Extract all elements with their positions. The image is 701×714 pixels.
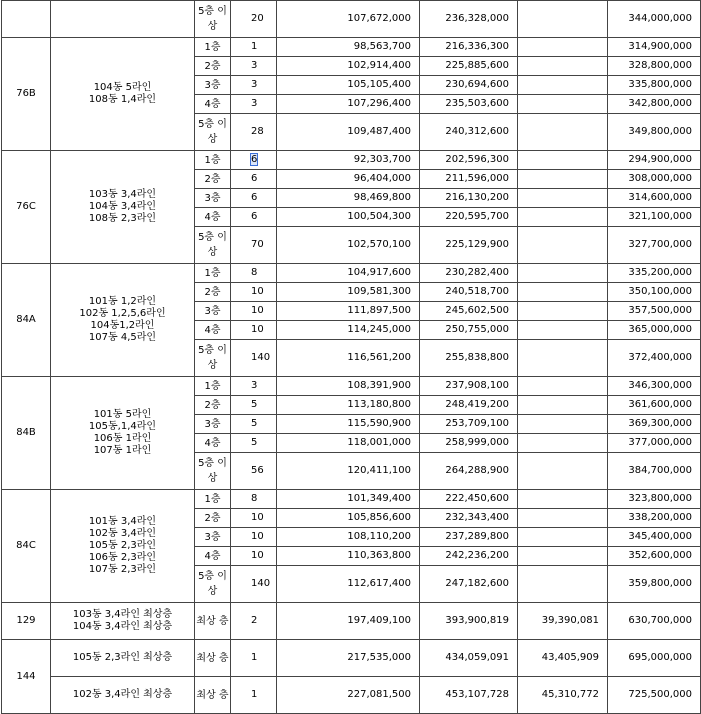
building-line-text: 101동 1,2라인 xyxy=(88,296,157,307)
building-price-cell: 240,518,700 xyxy=(420,283,518,302)
unit-count-cell: 6 xyxy=(231,170,277,189)
unit-type-cell xyxy=(2,1,51,38)
total-price-cell: 323,800,000 xyxy=(608,490,701,509)
land-price-cell: 102,570,100 xyxy=(277,227,420,264)
vat-cell xyxy=(518,189,608,208)
total-price-cell: 630,700,000 xyxy=(608,603,701,640)
vat-cell xyxy=(518,38,608,57)
floor-cell: 최상 층 xyxy=(195,677,231,714)
land-price-cell: 227,081,500 xyxy=(277,677,420,714)
building-price-cell: 240,312,600 xyxy=(420,114,518,151)
floor-cell: 1층 xyxy=(195,377,231,396)
total-price-cell: 342,800,000 xyxy=(608,95,701,114)
land-price-cell: 98,469,800 xyxy=(277,189,420,208)
building-lines-cell xyxy=(51,377,195,490)
floor-cell: 최상 층 xyxy=(195,603,231,640)
land-price-cell: 98,563,700 xyxy=(277,38,420,57)
building-line-text: 101동 3,4라인 xyxy=(88,516,157,527)
land-price-cell: 109,487,400 xyxy=(277,114,420,151)
unit-count-cell: 3 xyxy=(231,76,277,95)
vat-cell xyxy=(518,227,608,264)
total-price-cell: 352,600,000 xyxy=(608,547,701,566)
land-price-cell: 108,110,200 xyxy=(277,528,420,547)
floor-cell: 2층 xyxy=(195,57,231,76)
floor-cell: 5층 이상 xyxy=(195,340,231,377)
building-price-cell: 202,596,300 xyxy=(420,151,518,170)
total-price-cell: 328,800,000 xyxy=(608,57,701,76)
building-lines-cell xyxy=(51,677,195,714)
floor-cell: 4층 xyxy=(195,547,231,566)
building-price-cell: 255,838,800 xyxy=(420,340,518,377)
total-price-cell: 372,400,000 xyxy=(608,340,701,377)
total-price-cell: 384,700,000 xyxy=(608,453,701,490)
land-price-cell: 114,245,000 xyxy=(277,321,420,340)
unit-count-cell: 5 xyxy=(231,415,277,434)
vat-cell xyxy=(518,302,608,321)
building-line-text: 107동 1라인 xyxy=(93,445,152,456)
floor-cell: 5층 이상 xyxy=(195,114,231,151)
total-price-cell: 365,000,000 xyxy=(608,321,701,340)
building-line-text: 101동 5라인 xyxy=(93,409,152,420)
vat-cell xyxy=(518,151,608,170)
unit-count-cell: 140 xyxy=(231,566,277,603)
price-table xyxy=(1,0,701,714)
floor-cell: 5층 이상 xyxy=(195,453,231,490)
land-price-cell: 112,617,400 xyxy=(277,566,420,603)
floor-cell: 최상 층 xyxy=(195,640,231,677)
unit-count-cell: 6 xyxy=(231,189,277,208)
land-price-cell: 104,917,600 xyxy=(277,264,420,283)
floor-cell: 4층 xyxy=(195,321,231,340)
building-lines-cell xyxy=(51,603,195,640)
total-price-cell: 346,300,000 xyxy=(608,377,701,396)
land-price-cell: 118,001,000 xyxy=(277,434,420,453)
unit-type-cell: 129 xyxy=(2,603,51,640)
vat-cell xyxy=(518,434,608,453)
building-lines-cell xyxy=(51,490,195,603)
table-row xyxy=(2,603,701,640)
vat-cell xyxy=(518,453,608,490)
building-line-text: 105동 2,3라인 최상층 xyxy=(72,652,173,663)
total-price-cell: 349,800,000 xyxy=(608,114,701,151)
total-price-cell: 344,000,000 xyxy=(608,1,701,38)
table-row xyxy=(2,640,701,677)
table-row xyxy=(2,1,701,38)
land-price-cell: 105,856,600 xyxy=(277,509,420,528)
building-price-cell: 242,236,200 xyxy=(420,547,518,566)
floor-cell: 5층 이상 xyxy=(195,1,231,38)
total-price-cell: 359,800,000 xyxy=(608,566,701,603)
land-price-cell: 116,561,200 xyxy=(277,340,420,377)
unit-type-cell: 84B xyxy=(2,377,51,490)
land-price-cell: 109,581,300 xyxy=(277,283,420,302)
unit-count-cell: 1 xyxy=(231,640,277,677)
floor-cell: 4층 xyxy=(195,434,231,453)
vat-cell: 39,390,081 xyxy=(518,603,608,640)
building-line-text: 105동 2,3라인 xyxy=(88,540,157,551)
building-lines-cell xyxy=(51,1,195,38)
vat-cell xyxy=(518,321,608,340)
total-price-cell: 695,000,000 xyxy=(608,640,701,677)
total-price-cell: 335,800,000 xyxy=(608,76,701,95)
vat-cell xyxy=(518,566,608,603)
floor-cell: 2층 xyxy=(195,396,231,415)
total-price-cell: 345,400,000 xyxy=(608,528,701,547)
total-price-cell: 321,100,000 xyxy=(608,208,701,227)
land-price-cell: 105,105,400 xyxy=(277,76,420,95)
unit-count-cell: 10 xyxy=(231,302,277,321)
total-price-cell: 338,200,000 xyxy=(608,509,701,528)
floor-cell: 5층 이상 xyxy=(195,227,231,264)
building-line-text: 105동,1,4라인 xyxy=(88,421,157,432)
unit-count-cell: 2 xyxy=(231,603,277,640)
floor-cell: 3층 xyxy=(195,189,231,208)
building-line-text: 103동 3,4라인 xyxy=(88,189,157,200)
building-price-cell: 264,288,900 xyxy=(420,453,518,490)
land-price-cell: 113,180,800 xyxy=(277,396,420,415)
table-row xyxy=(2,677,701,714)
floor-cell: 5층 이상 xyxy=(195,566,231,603)
vat-cell xyxy=(518,528,608,547)
unit-count-cell: 28 xyxy=(231,114,277,151)
building-line-text: 102동 1,2,5,6라인 xyxy=(79,308,166,319)
unit-type-cell: 84A xyxy=(2,264,51,377)
land-price-cell: 110,363,800 xyxy=(277,547,420,566)
land-price-cell: 100,504,300 xyxy=(277,208,420,227)
building-price-cell: 222,450,600 xyxy=(420,490,518,509)
building-line-text: 104동 3,4라인 xyxy=(88,201,157,212)
unit-count-cell: 3 xyxy=(231,95,277,114)
total-price-cell: 327,700,000 xyxy=(608,227,701,264)
building-price-cell: 230,694,600 xyxy=(420,76,518,95)
building-price-cell: 245,602,500 xyxy=(420,302,518,321)
building-price-cell: 237,908,100 xyxy=(420,377,518,396)
vat-cell xyxy=(518,208,608,227)
unit-count-cell: 8 xyxy=(231,264,277,283)
building-line-text: 106동 2,3라인 xyxy=(88,552,157,563)
unit-count-cell: 70 xyxy=(231,227,277,264)
land-price-cell: 120,411,100 xyxy=(277,453,420,490)
unit-count-cell: 10 xyxy=(231,283,277,302)
building-price-cell: 247,182,600 xyxy=(420,566,518,603)
land-price-cell: 107,672,000 xyxy=(277,1,420,38)
vat-cell xyxy=(518,547,608,566)
land-price-cell: 96,404,000 xyxy=(277,170,420,189)
building-line-text: 104동 5라인 xyxy=(93,82,152,93)
total-price-cell: 361,600,000 xyxy=(608,396,701,415)
vat-cell xyxy=(518,283,608,302)
total-price-cell: 357,500,000 xyxy=(608,302,701,321)
building-price-cell: 232,343,400 xyxy=(420,509,518,528)
table-row xyxy=(2,490,701,509)
vat-cell xyxy=(518,1,608,38)
land-price-cell: 107,296,400 xyxy=(277,95,420,114)
building-lines-cell xyxy=(51,640,195,677)
unit-count-cell: 10 xyxy=(231,509,277,528)
vat-cell xyxy=(518,490,608,509)
unit-count-cell: 1 xyxy=(231,677,277,714)
building-price-cell: 393,900,819 xyxy=(420,603,518,640)
land-price-cell: 102,914,400 xyxy=(277,57,420,76)
building-line-text: 103동 3,4라인 최상층 xyxy=(72,609,173,620)
floor-cell: 2층 xyxy=(195,283,231,302)
building-line-text: 107동 2,3라인 xyxy=(88,564,157,575)
floor-cell: 4층 xyxy=(195,95,231,114)
vat-cell: 43,405,909 xyxy=(518,640,608,677)
vat-cell xyxy=(518,57,608,76)
vat-cell xyxy=(518,114,608,151)
unit-count-cell: 1 xyxy=(231,38,277,57)
unit-count-cell xyxy=(231,151,277,170)
building-line-text: 102동 3,4라인 최상층 xyxy=(72,689,173,700)
building-line-text: 108동 2,3라인 xyxy=(88,213,157,224)
unit-type-cell: 84C xyxy=(2,490,51,603)
land-price-cell: 101,349,400 xyxy=(277,490,420,509)
table-row xyxy=(2,264,701,283)
unit-count-cell: 5 xyxy=(231,396,277,415)
unit-count-cell: 10 xyxy=(231,321,277,340)
floor-cell: 2층 xyxy=(195,509,231,528)
unit-type-cell: 144 xyxy=(2,640,51,714)
total-price-cell: 308,000,000 xyxy=(608,170,701,189)
unit-count-cell: 8 xyxy=(231,490,277,509)
unit-type-cell: 76B xyxy=(2,38,51,151)
building-line-text: 102동 3,4라인 xyxy=(88,528,157,539)
vat-cell xyxy=(518,170,608,189)
floor-cell: 2층 xyxy=(195,170,231,189)
building-price-cell: 237,289,800 xyxy=(420,528,518,547)
unit-count-cell: 10 xyxy=(231,528,277,547)
building-line-text: 108동 1,4라인 xyxy=(88,94,157,105)
land-price-cell: 111,897,500 xyxy=(277,302,420,321)
vat-cell xyxy=(518,377,608,396)
building-lines-cell xyxy=(51,38,195,151)
land-price-cell: 108,391,900 xyxy=(277,377,420,396)
table-row xyxy=(2,151,701,170)
total-price-cell: 725,500,000 xyxy=(608,677,701,714)
floor-cell: 3층 xyxy=(195,528,231,547)
unit-count-cell: 3 xyxy=(231,57,277,76)
vat-cell xyxy=(518,396,608,415)
building-price-cell: 235,503,600 xyxy=(420,95,518,114)
land-price-cell: 92,303,700 xyxy=(277,151,420,170)
total-price-cell: 335,200,000 xyxy=(608,264,701,283)
floor-cell: 1층 xyxy=(195,151,231,170)
floor-cell: 4층 xyxy=(195,208,231,227)
total-price-cell: 294,900,000 xyxy=(608,151,701,170)
building-lines-cell xyxy=(51,151,195,264)
floor-cell: 3층 xyxy=(195,302,231,321)
floor-cell: 3층 xyxy=(195,415,231,434)
unit-type-cell: 76C xyxy=(2,151,51,264)
building-line-text: 104동1,2라인 xyxy=(90,320,155,331)
vat-cell xyxy=(518,95,608,114)
building-price-cell: 211,596,000 xyxy=(420,170,518,189)
total-price-cell: 314,900,000 xyxy=(608,38,701,57)
table-row xyxy=(2,377,701,396)
vat-cell xyxy=(518,76,608,95)
building-price-cell: 253,709,100 xyxy=(420,415,518,434)
building-price-cell: 258,999,000 xyxy=(420,434,518,453)
floor-cell: 3층 xyxy=(195,76,231,95)
total-price-cell: 314,600,000 xyxy=(608,189,701,208)
total-price-cell: 369,300,000 xyxy=(608,415,701,434)
building-price-cell: 220,595,700 xyxy=(420,208,518,227)
table-row xyxy=(2,38,701,57)
building-price-cell: 216,130,200 xyxy=(420,189,518,208)
unit-count-cell: 10 xyxy=(231,547,277,566)
price-table-body xyxy=(2,1,701,714)
unit-count-cell: 5 xyxy=(231,434,277,453)
building-price-cell: 225,129,900 xyxy=(420,227,518,264)
floor-cell: 1층 xyxy=(195,490,231,509)
building-price-cell: 216,336,300 xyxy=(420,38,518,57)
unit-count-cell: 6 xyxy=(231,208,277,227)
unit-count-cell: 56 xyxy=(231,453,277,490)
total-price-cell: 377,000,000 xyxy=(608,434,701,453)
building-price-cell: 236,328,000 xyxy=(420,1,518,38)
vat-cell xyxy=(518,415,608,434)
building-line-text: 106동 1라인 xyxy=(93,433,152,444)
floor-cell: 1층 xyxy=(195,264,231,283)
vat-cell xyxy=(518,340,608,377)
building-price-cell: 453,107,728 xyxy=(420,677,518,714)
land-price-cell: 217,535,000 xyxy=(277,640,420,677)
building-lines-cell xyxy=(51,264,195,377)
land-price-cell: 197,409,100 xyxy=(277,603,420,640)
unit-count-cell: 20 xyxy=(231,1,277,38)
building-line-text: 107동 4,5라인 xyxy=(88,332,157,343)
selected-cell-text[interactable]: 6 xyxy=(251,154,258,165)
building-price-cell: 230,282,400 xyxy=(420,264,518,283)
unit-count-cell: 140 xyxy=(231,340,277,377)
land-price-cell: 115,590,900 xyxy=(277,415,420,434)
vat-cell xyxy=(518,264,608,283)
vat-cell xyxy=(518,509,608,528)
total-price-cell: 350,100,000 xyxy=(608,283,701,302)
floor-cell: 1층 xyxy=(195,38,231,57)
vat-cell: 45,310,772 xyxy=(518,677,608,714)
unit-count-cell: 3 xyxy=(231,377,277,396)
building-line-text: 104동 3,4라인 최상층 xyxy=(72,621,173,632)
building-price-cell: 434,059,091 xyxy=(420,640,518,677)
building-price-cell: 225,885,600 xyxy=(420,57,518,76)
building-price-cell: 248,419,200 xyxy=(420,396,518,415)
building-price-cell: 250,755,000 xyxy=(420,321,518,340)
